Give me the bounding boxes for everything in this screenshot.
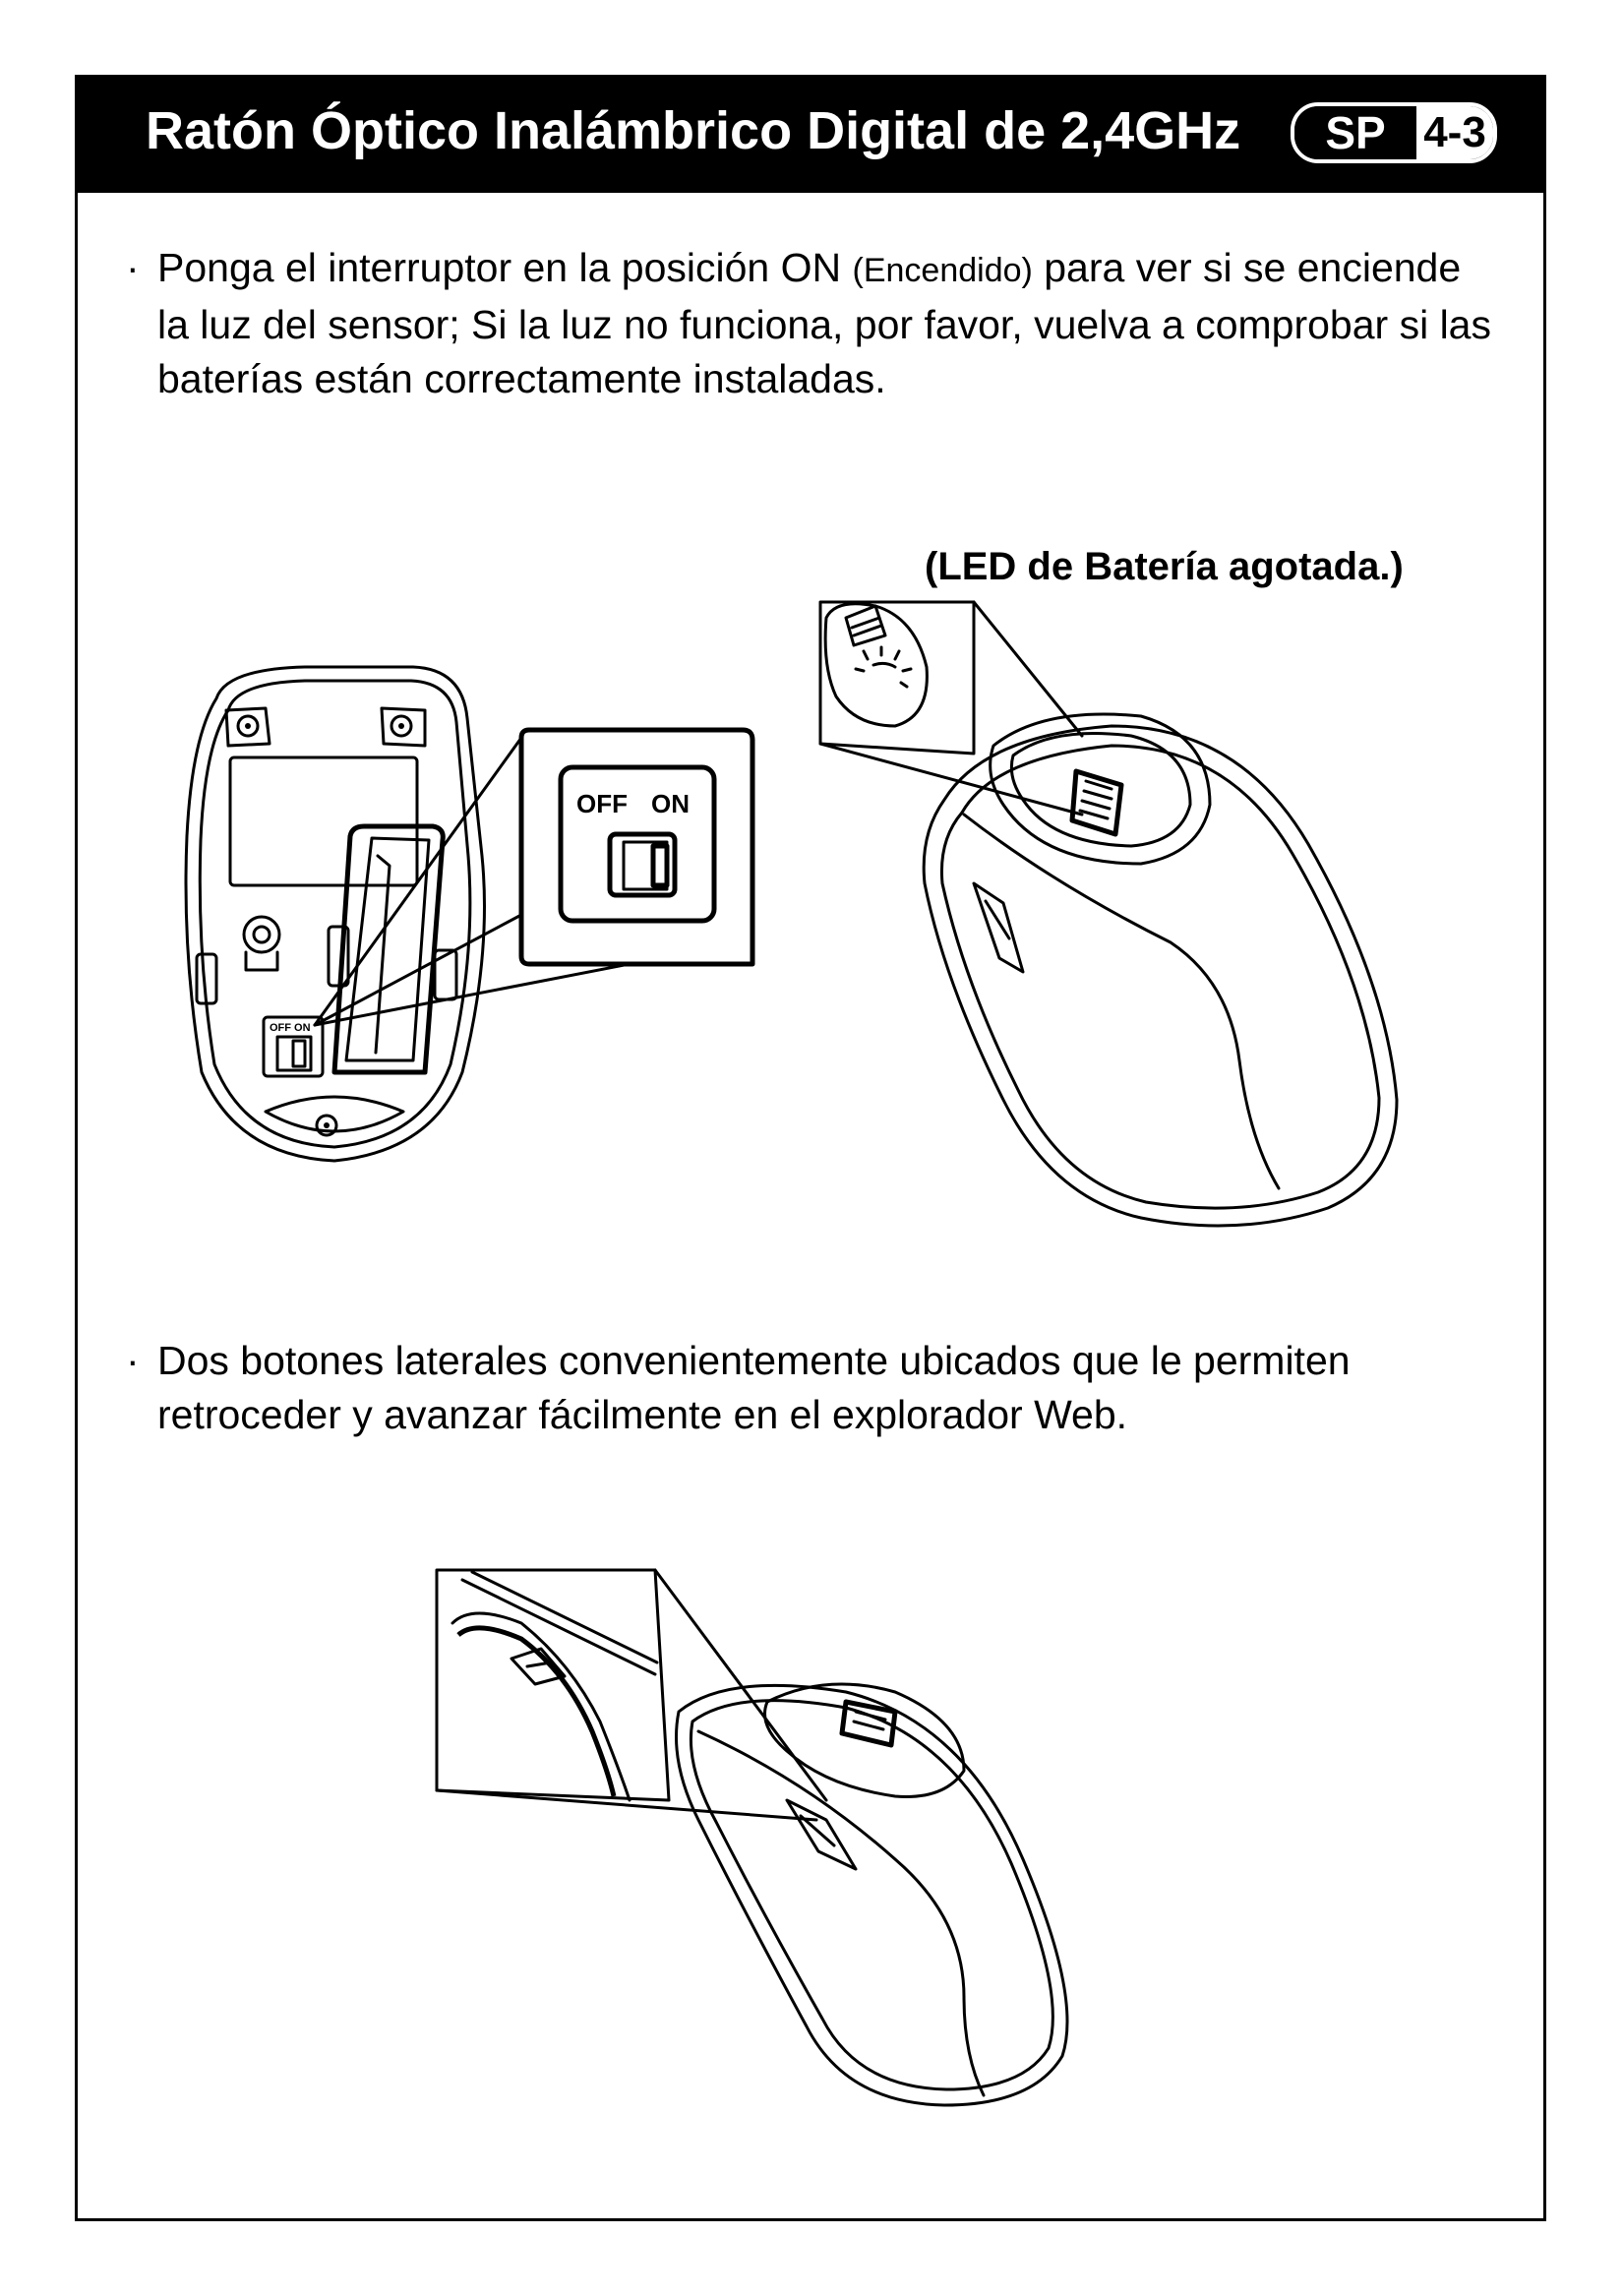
switch-on-label: ON: [651, 789, 690, 818]
mouse-bottom-illustration: [167, 659, 777, 1190]
instruction-text-small: (Encendido): [852, 252, 1033, 289]
instruction-text-b: para ver si se enciende la luz del sensor; Si la luz no funciona, por favor, vuelva a comprobar si las baterías están correctamente instaladas.: [157, 245, 1491, 401]
page-badge: [1291, 102, 1497, 163]
instruction-paragraph-2: Dos botones laterales convenientemente ubicados que le permiten retroceder y avanzar fácilmente en el explorador Web.: [157, 1338, 1351, 1437]
page-header: [75, 75, 1546, 193]
instruction-paragraph-1: [157, 241, 1495, 406]
mouse-side-buttons-illustration: [433, 1564, 1121, 2115]
switch-off-label: OFF: [576, 789, 628, 818]
page-number: 4-3: [1416, 106, 1493, 159]
bullet-1: ·: [126, 245, 140, 290]
language-code: SP: [1294, 106, 1416, 159]
instruction-text-a: Ponga el interruptor en la posición ON: [157, 245, 853, 290]
small-switch-label: OFF ON: [270, 1022, 311, 1034]
page-title: Ratón Óptico Inalámbrico Digital de 2,4GHz: [146, 101, 1241, 160]
bullet-2: ·: [126, 1338, 140, 1383]
led-battery-label: (LED de Batería agotada.): [925, 545, 1404, 588]
mouse-led-illustration: [816, 588, 1416, 1238]
